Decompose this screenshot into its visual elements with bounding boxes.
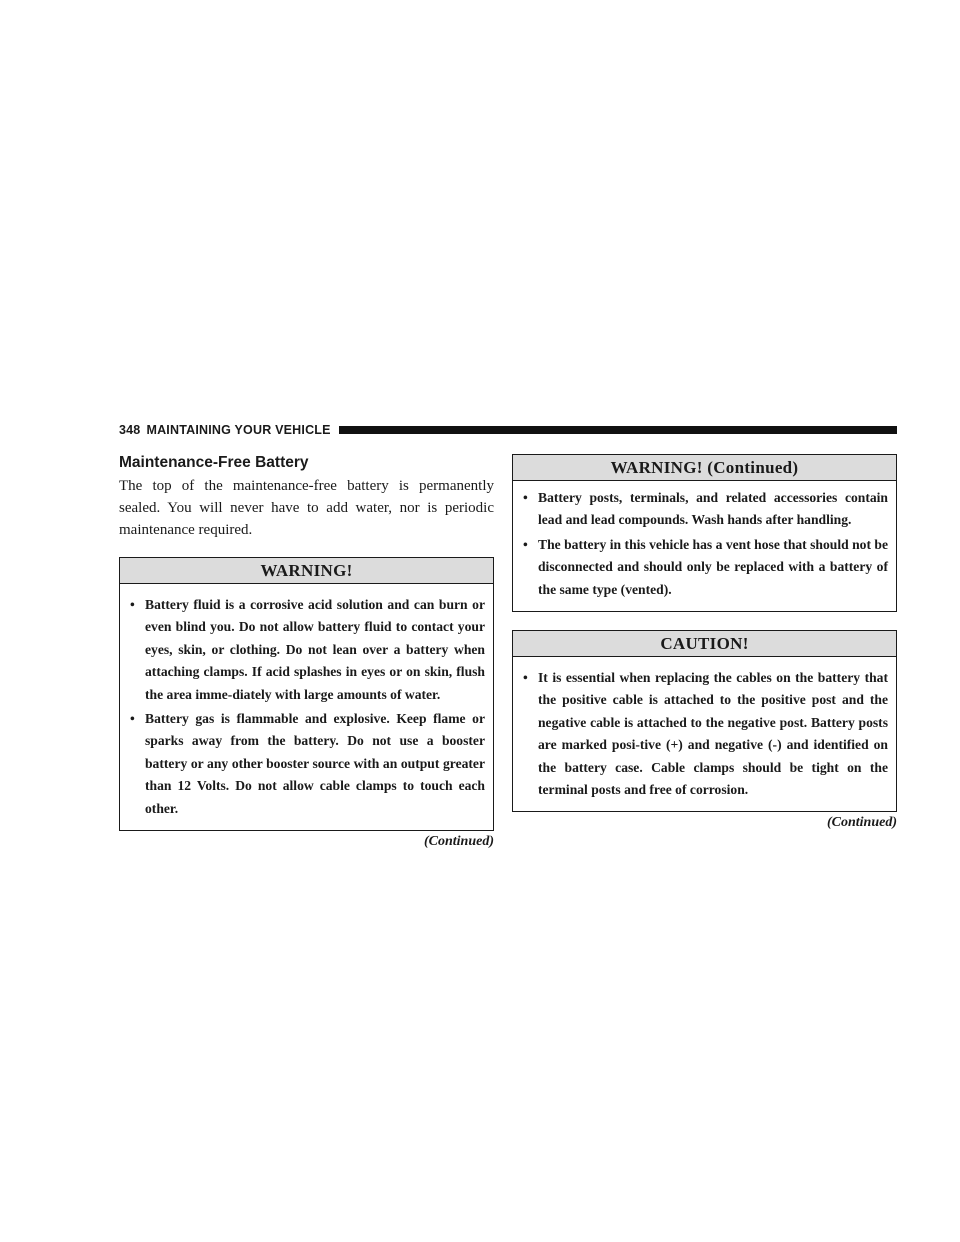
warning-item-text: Battery gas is flammable and explosive. Keep flame or sparks away from the battery. Do not use a booster battery or any other booster source with an output greater than 12 Volts. Do not allow cable clamps to touch each other. [145,711,485,816]
page-header [119,422,897,438]
page-number: 348 [119,423,141,437]
continued-note: (Continued) [423,834,494,850]
warning-continued-box [512,454,897,612]
warning-item-text: The battery in this vehicle has a vent hose that should not be disconnected and should only be replaced with a battery of the same type (vented). [538,536,888,597]
warning-item [128,708,485,820]
warning-item-text: Battery fluid is a corrosive acid solution and can burn or even blind you. Do not allow battery fluid to contact your eyes, skin, or clothing. Do not lean over a battery when attaching clamps. If acid splashes in eyes or on skin, flush the area imme-diately with large amounts of water. [145,597,485,702]
header-rule [339,426,897,434]
caution-item [521,667,888,801]
caution-box [512,630,897,812]
bullet-icon: • [523,670,528,686]
section-title: Maintenance-Free Battery [119,454,309,471]
caution-heading: CAUTION! [513,631,896,657]
right-column [512,454,897,832]
section-name: MAINTAINING YOUR VEHICLE [146,423,331,437]
warning-heading: WARNING! [120,558,493,584]
warning-box [119,557,494,831]
bullet-icon: • [523,490,528,505]
intro-paragraph: The top of the maintenance-free battery is permanently sealed. You will never have to add water, nor is periodic maintenance required. [119,478,494,538]
bullet-icon: • [130,711,135,727]
warning-item-text: Battery posts, terminals, and related accessories contain lead and lead compounds. Wash hands after handling. [538,490,888,528]
warning-item [521,487,888,532]
caution-item-text: It is essential when replacing the cables on the battery that the positive cable is attached to the positive post and the negative cable is attached to the negative post. Battery posts are marked posi-tive (+) and negative (-) and identified on the battery case. Cable clamps should be tight on the terminal posts and free of corrosion. [538,670,888,798]
bullet-icon: • [523,536,528,552]
continued-note: (Continued) [826,815,897,831]
warning-item [521,534,888,601]
warning-item [128,594,485,706]
warning-continued-heading: WARNING! (Continued) [513,455,896,481]
left-column [119,450,494,851]
bullet-icon: • [130,597,135,612]
